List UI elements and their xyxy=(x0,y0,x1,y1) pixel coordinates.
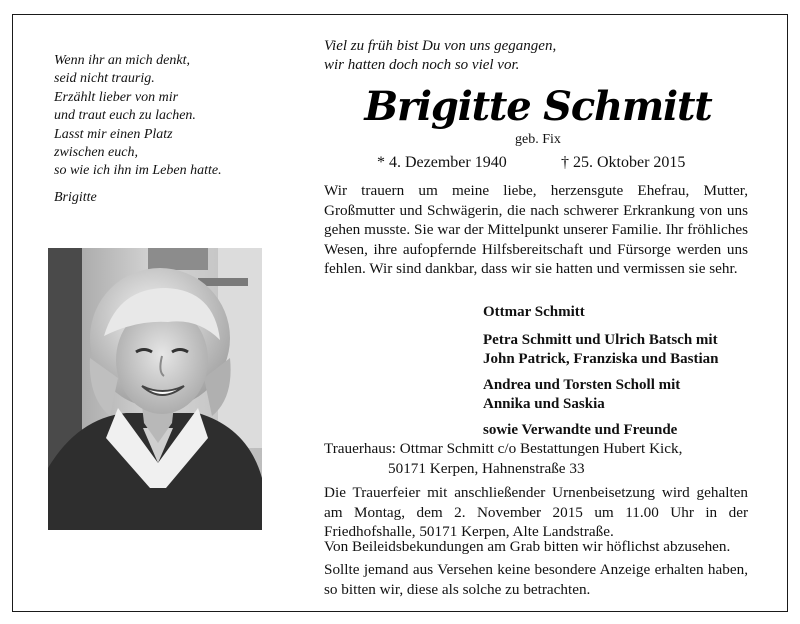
poem-line: Wenn ihr an mich denkt, xyxy=(54,53,190,68)
poem-line: so wie ich ihn im Leben hatte. xyxy=(54,163,222,179)
poem xyxy=(54,52,284,181)
mourner-line: Ottmar Schmitt xyxy=(483,304,585,320)
quote-line: Viel zu früh bist Du von uns gegangen, xyxy=(324,38,557,54)
mourner-line: Annika und Saskia xyxy=(483,396,605,412)
deceased-name: Brigitte Schmitt xyxy=(364,83,712,130)
poem-line: Erzählt lieber von mir xyxy=(54,89,179,105)
poem-line: zwischen euch, xyxy=(54,145,138,161)
mourners xyxy=(483,303,783,440)
poem-line: seid nicht traurig. xyxy=(54,71,155,87)
mourning-house xyxy=(324,439,754,478)
mourner-line: Petra Schmitt und Ulrich Batsch mit xyxy=(483,331,718,348)
birth-date: * 4. Dezember 1940 xyxy=(377,154,507,171)
main-text: Wir trauern um meine liebe, herzensgute Ehefrau, Mutter, Großmutter und Schwägerin, die nach schwerer Erkrankung von uns gehen musste. Sie war der Mittelpunkt unserer Familie. Ihr fröhliches Wesen, ihre aufopfernde Hilfsbereitschaft und Fürsorge werden uns fehlen. Wir sind dankbar, dass wir sie hatten und vermissen sie sehr. xyxy=(324,182,748,278)
portrait-photo xyxy=(48,248,262,530)
condolences-text: Von Beileidsbekundungen am Grab bitten wir höflichst abzusehen. xyxy=(324,538,731,555)
address-line: Trauerhaus: Ottmar Schmitt c/o Bestattungen Hubert Kick, xyxy=(324,440,683,457)
address-line: 50171 Kerpen, Hahnenstraße 33 xyxy=(388,459,585,477)
death-date: † 25. Oktober 2015 xyxy=(561,154,686,171)
obituary-card xyxy=(12,14,788,612)
quote xyxy=(324,37,744,75)
birth-name: geb. Fix xyxy=(515,132,561,147)
portrait-illustration xyxy=(48,248,262,530)
poem-signature: Brigitte xyxy=(54,190,97,205)
poem-line: und traut euch zu lachen. xyxy=(54,108,196,124)
ceremony-text: Die Trauerfeier mit anschließender Urnenbeisetzung wird gehalten am Montag, dem 2. November 2015 um 11.00 Uhr in der Friedhofshalle, 50171 Kerpen, Alte Landstraße. xyxy=(324,484,748,541)
mourner-line: John Patrick, Franziska und Bastian xyxy=(483,351,719,367)
notice-text: Sollte jemand aus Versehen keine besondere Anzeige erhalten haben, so bitten wir, diese als solche zu betrachten. xyxy=(324,561,748,598)
quote-line: wir hatten doch noch so viel vor. xyxy=(324,57,520,73)
mourner-line: sowie Verwandte und Freunde xyxy=(483,421,678,438)
poem-line: Lasst mir einen Platz xyxy=(54,126,173,142)
mourner-line: Andrea und Torsten Scholl mit xyxy=(483,376,681,393)
